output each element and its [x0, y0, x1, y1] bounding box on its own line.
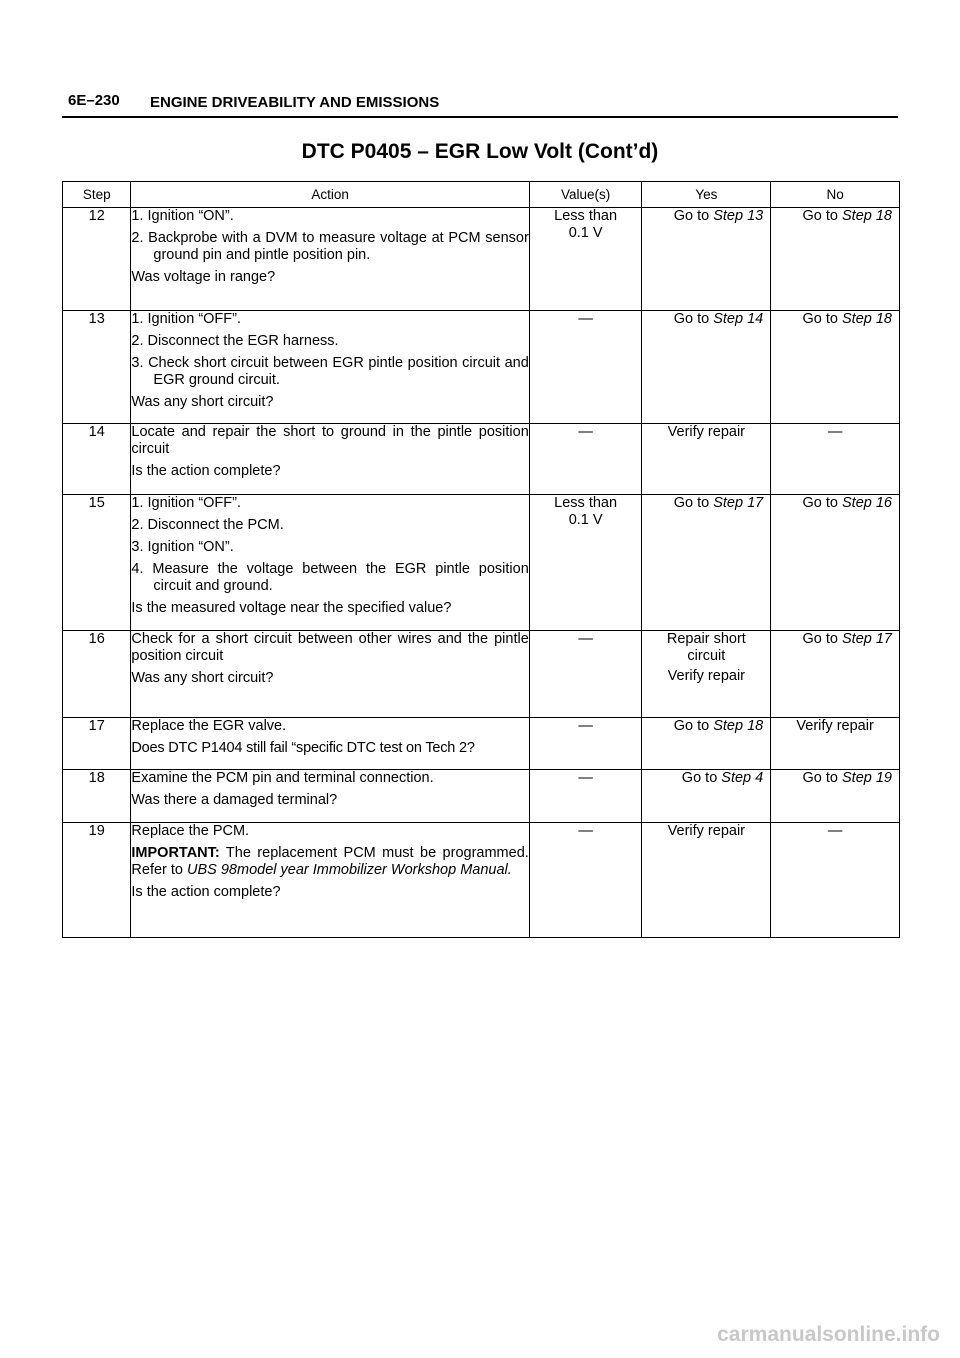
action-question: Was there a damaged terminal? [131, 792, 338, 808]
action-line: 3. Check short circuit between EGR pintle position circuit and EGR ground circuit. [131, 355, 529, 388]
action-question: Was any short circuit? [131, 394, 274, 410]
goto-prefix: Go to [673, 718, 714, 734]
action-question: Is the action complete? [131, 884, 281, 900]
table-row [63, 770, 900, 823]
action-question: Was any short circuit? [131, 670, 274, 686]
action-line: 4. Measure the voltage between the EGR pintle position circuit and ground. [131, 561, 529, 594]
step-number: 12 [63, 208, 131, 311]
table-row [63, 718, 900, 770]
value-line: 0.1 V [568, 512, 603, 528]
yes-line: Repair short [666, 631, 746, 647]
yes-cell [642, 495, 771, 631]
value-cell: — [529, 631, 642, 718]
step-number: 14 [63, 424, 131, 495]
table-row [63, 495, 900, 631]
value-line: Less than [554, 208, 618, 224]
action-line: 1. Ignition “OFF”. [131, 495, 241, 511]
value-line: 0.1 V [568, 225, 603, 241]
step-number: 13 [63, 311, 131, 424]
yes-cell: Verify repair [642, 424, 771, 495]
important-label: IMPORTANT: [131, 845, 220, 861]
action-question: Is the action complete? [131, 463, 281, 479]
action-line: Check for a short circuit between other wires and the pintle position circuit [131, 631, 529, 664]
yes-cell [642, 718, 771, 770]
yes-cell [642, 311, 771, 424]
action-line: Replace the EGR valve. [131, 718, 287, 734]
value-cell: — [529, 823, 642, 938]
step-number: 16 [63, 631, 131, 718]
table-row [63, 823, 900, 938]
step-link[interactable]: Step 18 [842, 208, 892, 224]
step-link[interactable]: Step 14 [713, 311, 764, 327]
yes-cell [642, 631, 771, 718]
action-line: Examine the PCM pin and terminal connection. [131, 770, 434, 786]
value-cell [529, 208, 642, 311]
goto-prefix: Go to [673, 311, 714, 327]
goto-prefix: Go to [802, 311, 842, 327]
yes-line: Verify repair [667, 668, 746, 684]
step-link[interactable]: Step 18 [842, 311, 892, 327]
no-cell [771, 208, 900, 311]
value-line: Less than [554, 495, 618, 511]
step-link[interactable]: Step 13 [713, 208, 764, 224]
page-header [62, 88, 898, 118]
action-cell [131, 208, 529, 311]
table-row [63, 631, 900, 718]
goto-prefix: Go to [681, 770, 722, 786]
action-line: 1. Ignition “ON”. [131, 208, 234, 224]
no-cell [771, 631, 900, 718]
action-cell [131, 770, 529, 823]
yes-line: circuit [687, 648, 726, 664]
action-cell [131, 823, 529, 938]
value-cell [529, 495, 642, 631]
diagnostic-table [62, 181, 900, 938]
action-question: Is the measured voltage near the specified value? [131, 600, 452, 616]
no-cell: Verify repair [771, 718, 900, 770]
action-line: 2. Disconnect the PCM. [131, 517, 284, 533]
section-title: ENGINE DRIVEABILITY AND EMISSIONS [150, 94, 440, 111]
watermark: carmanualsonline.info [717, 1323, 940, 1346]
action-cell [131, 311, 529, 424]
column-header-yes: Yes [642, 182, 771, 208]
action-cell [131, 718, 529, 770]
goto-prefix: Go to [673, 495, 714, 511]
action-cell [131, 424, 529, 495]
action-line: Locate and repair the short to ground in the pintle position circuit [131, 424, 529, 457]
column-header-values: Value(s) [529, 182, 642, 208]
action-line: Replace the PCM. [131, 823, 250, 839]
table-row [63, 311, 900, 424]
column-header-no: No [771, 182, 900, 208]
value-cell: — [529, 311, 642, 424]
no-cell [771, 311, 900, 424]
step-link[interactable]: Step 16 [842, 495, 892, 511]
table-row [63, 208, 900, 311]
goto-prefix: Go to [802, 770, 842, 786]
action-line: 2. Backprobe with a DVM to measure voltage at PCM sensor ground pin and pintle position pin. [131, 230, 529, 263]
manual-reference: UBS 98model year Immobilizer Workshop Manual. [187, 862, 512, 878]
goto-prefix: Go to [802, 208, 842, 224]
step-link[interactable]: Step 18 [713, 718, 764, 734]
step-number: 17 [63, 718, 131, 770]
no-cell: — [771, 823, 900, 938]
action-line: 3. Ignition “ON”. [131, 539, 234, 555]
yes-cell: Verify repair [642, 823, 771, 938]
yes-cell [642, 770, 771, 823]
action-line: 2. Disconnect the EGR harness. [131, 333, 339, 349]
column-header-step: Step [63, 182, 131, 208]
goto-prefix: Go to [802, 631, 842, 647]
step-link[interactable]: Step 17 [713, 495, 764, 511]
action-question: Does DTC P1404 still fail “specific DTC test on Tech 2? [131, 740, 475, 756]
goto-prefix: Go to [673, 208, 714, 224]
value-cell: — [529, 770, 642, 823]
important-text: The replacement PCM must be programmed. Refer to [131, 845, 529, 878]
document-title: DTC P0405 – EGR Low Volt (Cont’d) [301, 140, 659, 163]
step-number: 19 [63, 823, 131, 938]
step-link[interactable]: Step 17 [842, 631, 892, 647]
action-cell [131, 495, 529, 631]
no-cell [771, 495, 900, 631]
yes-cell [642, 208, 771, 311]
no-cell [771, 770, 900, 823]
step-link[interactable]: Step 4 [721, 770, 764, 786]
column-header-action: Action [131, 182, 529, 208]
action-question: Was voltage in range? [131, 269, 276, 285]
table-header-row [63, 182, 900, 208]
value-cell: — [529, 718, 642, 770]
action-line: 1. Ignition “OFF”. [131, 311, 241, 327]
no-cell: — [771, 424, 900, 495]
important-note [131, 845, 528, 879]
step-number: 18 [63, 770, 131, 823]
goto-prefix: Go to [802, 495, 842, 511]
value-cell: — [529, 424, 642, 495]
page-number: 6E–230 [68, 92, 120, 109]
action-cell [131, 631, 529, 718]
table-row [63, 424, 900, 495]
step-link[interactable]: Step 19 [842, 770, 892, 786]
step-number: 15 [63, 495, 131, 631]
